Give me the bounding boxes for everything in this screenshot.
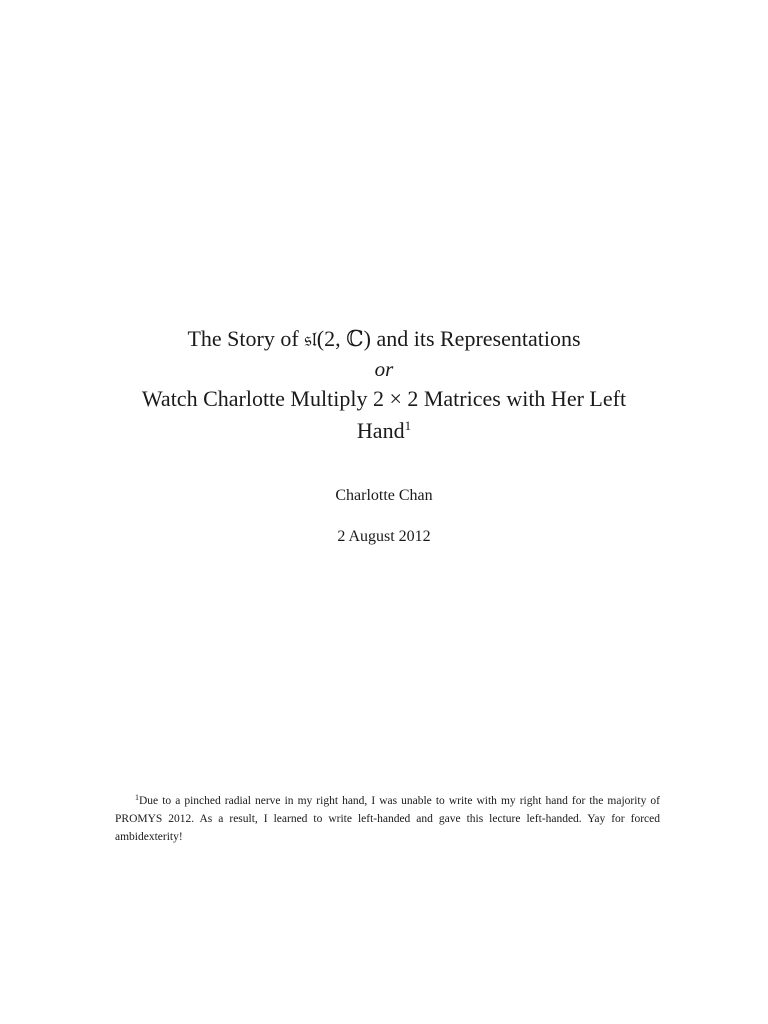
footnote-text: Due to a pinched radial nerve in my right hand, I was unable to write with my right hand for the majority of PROMYS 2012. As a result, I learned to write left-handed and gave this lecture left-handed. Yay for forced ambidexterity! — [115, 795, 660, 843]
footnote-marker: 1 — [135, 793, 139, 802]
title-block — [0, 323, 768, 447]
title-line-2: Watch Charlotte Multiply 2 × 2 Matrices with Her Left — [141, 386, 627, 411]
sl-symbol: 𝔰𝔩 — [304, 327, 317, 351]
title-line-3 — [0, 415, 768, 447]
title-prefix: The Story of — [187, 326, 305, 351]
title-hand: Hand — [356, 418, 405, 443]
title-suffix: and its Representations — [370, 326, 581, 351]
title-line-1 — [0, 323, 768, 355]
publication-date: 2 August 2012 — [337, 528, 431, 545]
title-or: or — [374, 357, 394, 381]
footnote — [115, 792, 660, 846]
title-footnote-marker[interactable]: 1 — [404, 418, 412, 433]
author-name: Charlotte Chan — [335, 487, 433, 504]
sl-arguments: (2, ℂ) — [316, 326, 371, 351]
